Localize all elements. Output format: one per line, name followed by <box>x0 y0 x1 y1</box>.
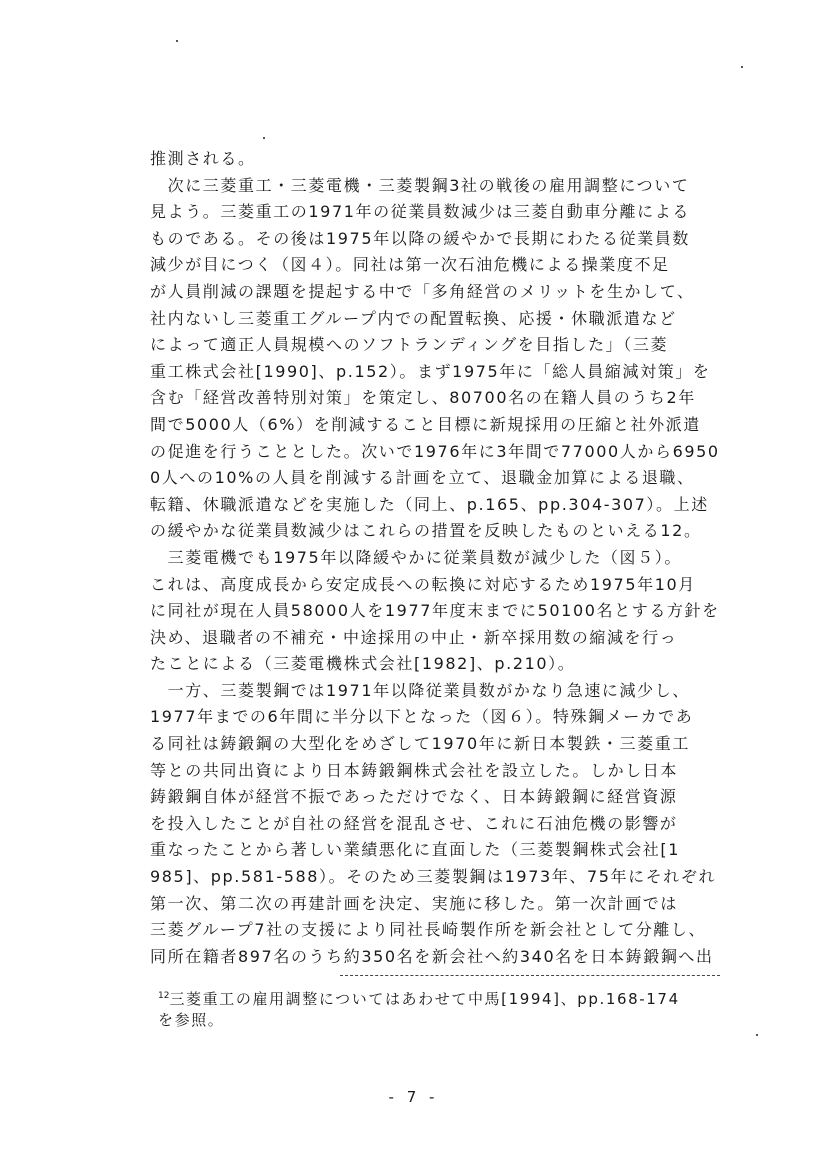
body-line: 一方、三菱製鋼では1971年以降従業員数がかなり急速に減少し、 <box>150 680 690 700</box>
body-line: 鋳鍛鋼自体が経営不振であっただけでなく、日本鋳鍛鋼に経営資源 <box>150 787 678 807</box>
footnote-line-1 <box>158 984 728 1008</box>
body-line: 間で5000人（6%）を削減すること目標に新規採用の圧縮と社外派遣 <box>150 414 701 434</box>
footnote-area <box>158 984 728 1032</box>
body-line: を投入したことが自社の経営を混乱させ、これに石油危機の影響が <box>150 813 678 833</box>
scan-speck <box>176 40 178 42</box>
body-line: 0人への10%の人員を削減する計画を立て、退職金加算による退職、 <box>150 468 695 488</box>
body-line: これは、高度成長から安定成長への転換に対応するため1975年10月 <box>150 574 696 594</box>
body-line: ものである。その後は1975年以降の緩やかで長期にわたる従業員数 <box>150 228 690 248</box>
body-line: の緩やかな従業員数減少はこれらの措置を反映したものといえる12。 <box>150 521 702 541</box>
body-line: 等との共同出資により日本鋳鍛鋼株式会社を設立した。しかし日本 <box>150 760 679 780</box>
body-line: 転籍、休職派遣などを実施した（同上、p.165、pp.304-307）。上述 <box>150 494 709 514</box>
body-line: 次に三菱重工・三菱電機・三菱製鋼3社の戦後の雇用調整について <box>150 175 690 195</box>
body-line: 社内ないし三菱重工グループ内での配置転換、応援・休職派遣など <box>150 308 677 328</box>
footnote-text: 三菱重工の雇用調整についてはあわせて中馬[1994]、pp.168-174 <box>169 990 680 1008</box>
body-line: に同社が現在人員58000人を1977年度末までに50100名とする方針を <box>150 601 720 621</box>
body-line: によって適正人員規模へのソフトランディングを目指した」（三菱 <box>150 335 669 355</box>
footnote-line-2: を参照。 <box>158 1011 225 1029</box>
body-line: の促進を行うこととした。次いで1976年に3年間で77000人から6950 <box>150 441 720 461</box>
body-line: 三菱グループ7社の支援により同社長崎製作所を新会社として分離し、 <box>150 920 707 940</box>
body-line: が人員削減の課題を提起する中で「多角経営のメリットを生かして、 <box>150 281 695 301</box>
body-line: 重工株式会社[1990]、p.152）。まず1975年に「総人員縮減対策」を <box>150 361 711 381</box>
scan-speck <box>756 1034 758 1036</box>
body-text <box>150 146 730 970</box>
body-line: 重なったことから著しい業績悪化に直面した（三菱製鋼株式会社[1 <box>150 840 681 860</box>
scan-speck <box>263 137 265 139</box>
body-line: 1977年までの6年間に半分以下となった（図６）。特殊鋼メーカであ <box>150 707 694 727</box>
footnote-mark: 12 <box>158 991 170 1001</box>
body-line: 見よう。三菱重工の1971年の従業員数減少は三菱自動車分離による <box>150 202 690 222</box>
scan-speck <box>741 66 743 68</box>
body-line: 決め、退職者の不補充・中途採用の中止・新卒採用数の縮減を行っ <box>150 627 678 647</box>
body-line: る同社は鋳鍛鋼の大型化をめざして1970年に新日本製鉄・三菱重工 <box>150 734 690 754</box>
body-line: 推測される。 <box>150 149 256 168</box>
body-line: 第一次、第二次の再建計画を決定、実施に移した。第一次計画では <box>150 893 679 913</box>
body-line: 含む「経営改善特別対策」を策定し、80700名の在籍人員のうち2年 <box>150 388 696 408</box>
body-line: 減少が目につく（図４）。同社は第一次石油危機による操業度不足 <box>150 255 670 275</box>
body-line: 三菱電機でも1975年以降緩やかに従業員数が減少した（図５）。 <box>150 547 682 567</box>
footnote-divider <box>340 975 720 976</box>
page-number: - 7 - <box>388 1088 439 1106</box>
body-line: 985]、pp.581-588）。そのため三菱製鋼は1973年、75年にそれぞれ <box>150 867 717 887</box>
body-line: 同所在籍者897名のうち約350名を新会社へ約340名を日本鋳鍛鋼へ出 <box>150 946 714 966</box>
body-line: たことによる（三菱電機株式会社[1982]、p.210）。 <box>150 654 576 674</box>
